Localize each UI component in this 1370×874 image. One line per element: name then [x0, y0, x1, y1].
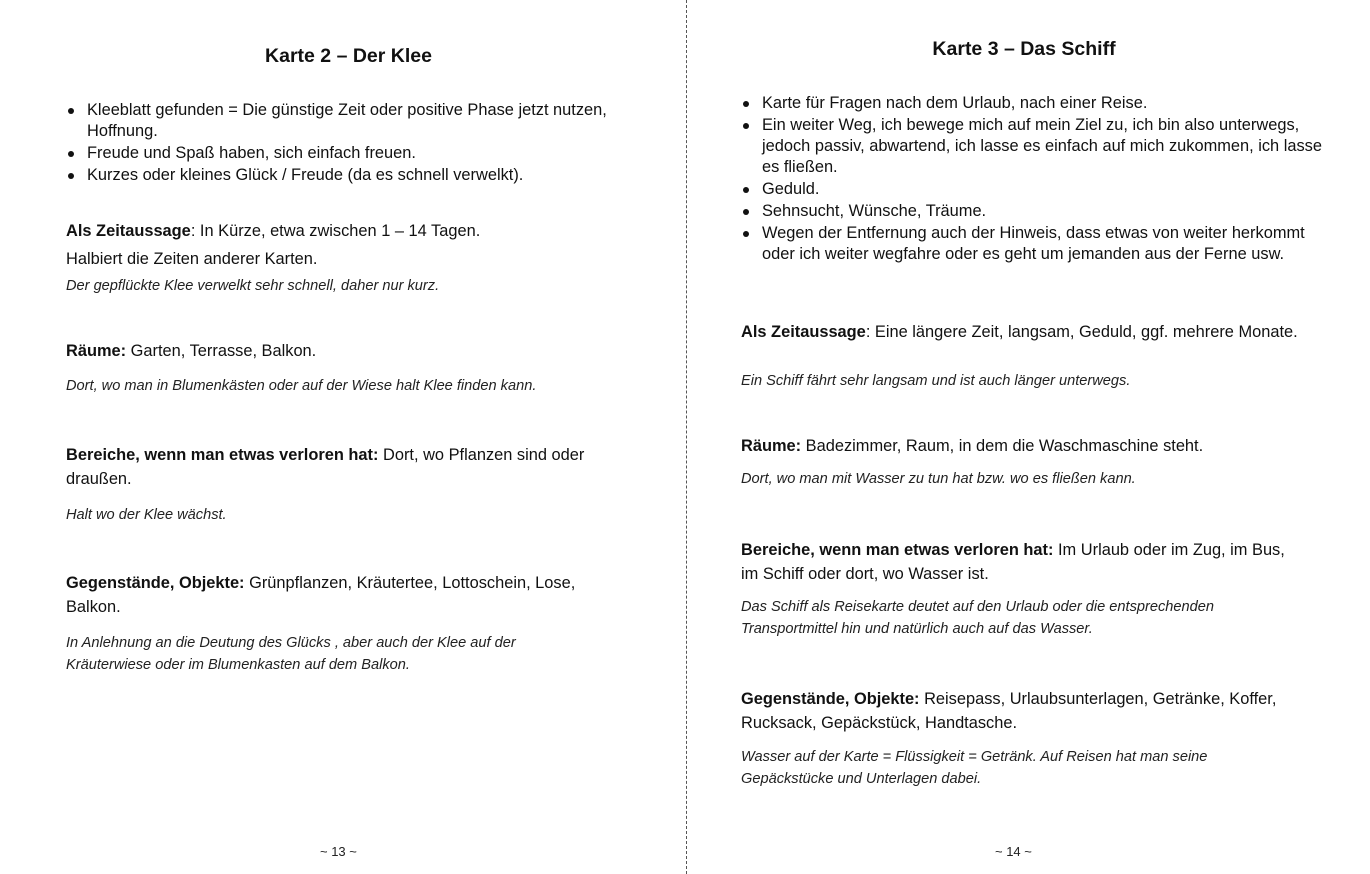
bullet-list: [741, 93, 1327, 266]
section-text: Reisepass, Urlaubsunterlagen, Getränke, Koffer, Rucksack, Gepäckstück, Handtasche.: [741, 690, 1277, 732]
section-text: Dort, wo Pflanzen sind oder draußen.: [66, 446, 585, 488]
zeitaussage-extra: Halbiert die Zeiten anderer Karten.: [66, 250, 318, 268]
zeitaussage-section: [741, 322, 1311, 343]
section-label: Als Zeitaussage: [66, 222, 191, 240]
raeume-section: [66, 339, 606, 363]
list-item: Kleeblatt gefunden = Die günstige Zeit oder positive Phase jetzt nutzen, Hoffnung.: [87, 100, 627, 142]
bereiche-note: Halt wo der Klee wächst.: [66, 507, 227, 523]
card-title: Karte 3 – Das Schiff: [932, 38, 1116, 60]
section-text: Im Urlaub oder im Zug, im Bus, im Schiff oder dort, wo Wasser ist.: [741, 541, 1285, 583]
bereiche-section: [66, 443, 611, 491]
section-text: : In Kürze, etwa zwischen 1 – 14 Tagen.: [190, 222, 481, 240]
zeitaussage-note: Ein Schiff fährt sehr langsam und ist auch länger unterwegs.: [741, 373, 1131, 389]
zeitaussage-section: [66, 219, 606, 243]
section-label: Räume:: [66, 342, 127, 360]
gegenstaende-section: [741, 687, 1296, 735]
section-text: Badezimmer, Raum, in dem die Waschmaschine steht.: [801, 437, 1204, 455]
section-label: Als Zeitaussage: [741, 323, 866, 341]
list-item: Sehnsucht, Wünsche, Träume.: [762, 201, 1327, 222]
list-item: Karte für Fragen nach dem Urlaub, nach einer Reise.: [762, 93, 1327, 114]
section-label: Bereiche, wenn man etwas verloren hat:: [66, 446, 379, 464]
list-item: Kurzes oder kleines Glück / Freude (da es schnell verwelkt).: [87, 165, 627, 186]
section-label: Gegenstände, Objekte:: [66, 574, 245, 592]
section-text: Garten, Terrasse, Balkon.: [126, 342, 317, 360]
page-divider: [686, 0, 687, 874]
list-item: Wegen der Entfernung auch der Hinweis, dass etwas von weiter herkommt oder ich weiter wegfahre oder es geht um jemanden aus der Ferne usw.: [762, 223, 1327, 265]
section-label: Gegenstände, Objekte:: [741, 690, 920, 708]
list-item: Freude und Spaß haben, sich einfach freuen.: [87, 143, 627, 164]
section-text: : Eine längere Zeit, langsam, Geduld, ggf. mehrere Monate.: [865, 323, 1298, 341]
card-title: Karte 2 – Der Klee: [265, 45, 432, 67]
page-number: ~ 14 ~: [995, 844, 1032, 859]
gegenstaende-section: [66, 571, 601, 619]
bereiche-section: [741, 538, 1296, 586]
zeitaussage-note: Der gepflückte Klee verwelkt sehr schnell, daher nur kurz.: [66, 278, 440, 294]
list-item: Geduld.: [762, 179, 1327, 200]
section-label: Bereiche, wenn man etwas verloren hat:: [741, 541, 1054, 559]
section-text: Grünpflanzen, Kräutertee, Lottoschein, Lose, Balkon.: [66, 574, 576, 616]
left-page: [66, 0, 626, 874]
raeume-note: Dort, wo man in Blumenkästen oder auf der Wiese halt Klee finden kann.: [66, 378, 537, 394]
right-page: [741, 0, 1326, 874]
raeume-note: Dort, wo man mit Wasser zu tun hat bzw. wo es fließen kann.: [741, 471, 1136, 487]
raeume-section: [741, 434, 1311, 458]
bereiche-note: Das Schiff als Reisekarte deutet auf den Urlaub oder die entsprechenden Transportmittel hin und natürlich auch auf das Wasser.: [741, 599, 1214, 637]
page-number: ~ 13 ~: [320, 844, 357, 859]
gegenstaende-note: Wasser auf der Karte = Flüssigkeit = Getränk. Auf Reisen hat man seine Gepäckstücke und Unterlagen dabei.: [741, 749, 1208, 787]
section-label: Räume:: [741, 437, 802, 455]
list-item: Ein weiter Weg, ich bewege mich auf mein Ziel zu, ich bin also unterwegs, jedoch passiv, abwartend, ich lasse es einfach auf mich zukommen, ich lasse es fließen.: [762, 115, 1327, 178]
gegenstaende-note: In Anlehnung an die Deutung des Glücks , aber auch der Klee auf der Kräuterwiese oder im Blumenkasten auf dem Balkon.: [66, 635, 516, 673]
bullet-list: [66, 100, 627, 187]
